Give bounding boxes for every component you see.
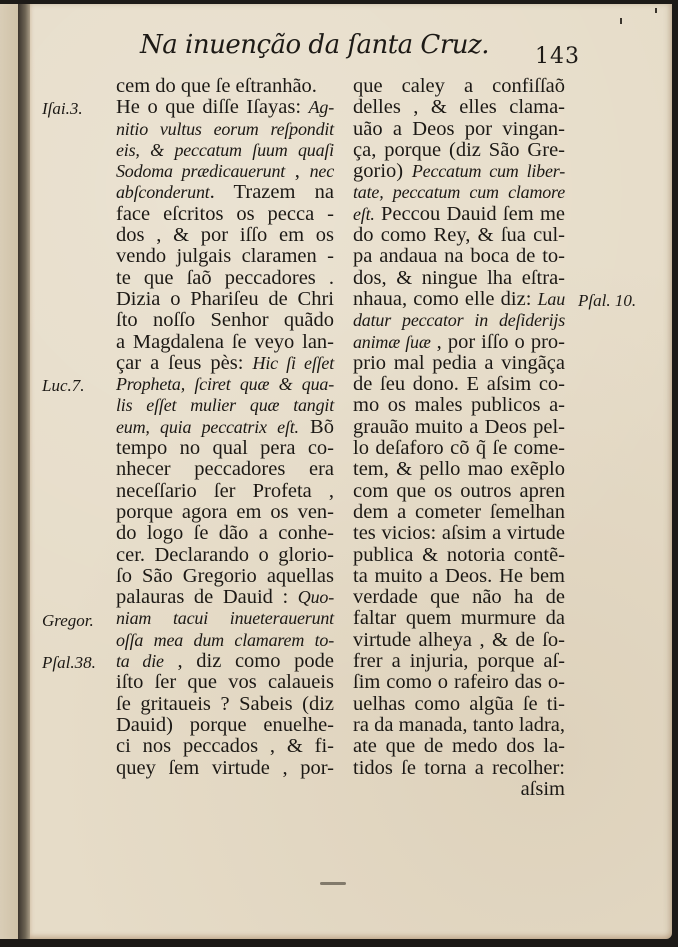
text-segment: neceſſario ſer Profeta ,: [116, 479, 334, 502]
text-segment: cem do que ſe eſtranhão.: [116, 75, 317, 97]
text-segment: que caley a confiſſaõ: [353, 75, 565, 97]
page-number: 143: [535, 44, 580, 69]
running-title: Na inuenção da ſanta Cruz.: [140, 30, 489, 60]
latin-quotation: ta die: [116, 651, 164, 672]
text-segment: iſto ſer que vos calaueis: [116, 671, 334, 694]
text-line: [353, 502, 565, 523]
text-line: [353, 310, 565, 331]
text-line: [116, 182, 334, 203]
text-line: [353, 268, 565, 289]
text-line: [353, 395, 565, 416]
text-segment: lo deſaforo cõ q̃ ſe come-: [353, 437, 565, 460]
latin-quotation: Peccatum cum liber-: [411, 161, 565, 182]
latin-quotation: nec: [309, 161, 334, 182]
text-segment: ta muito a Deos. He bem: [353, 564, 565, 587]
margin-citation: Pſal.38.: [42, 653, 96, 673]
text-line: [353, 587, 565, 608]
text-segment: ci nos peccados , & fi-: [116, 735, 334, 758]
latin-quotation: tate, peccatum cum clamore: [353, 182, 565, 203]
text-segment: nhecer peccadores era: [116, 458, 334, 481]
latin-quotation: Quo-: [297, 587, 334, 608]
text-segment: Dizia o Phariſeu de Chri: [116, 287, 334, 310]
text-segment: ate que de medo dos la-: [353, 735, 565, 758]
text-line: [116, 459, 334, 480]
text-segment: uão a Deos por vingan-: [353, 117, 565, 140]
text-segment: Peccou Dauid ſem me: [374, 202, 565, 225]
text-line: [353, 758, 565, 779]
text-line: [116, 523, 334, 544]
text-line: [353, 672, 565, 693]
text-segment: He o que diſſe Iſayas:: [116, 96, 309, 119]
text-line: [353, 715, 565, 736]
text-line: [116, 694, 334, 715]
text-line: [353, 161, 565, 182]
text-segment: porque agora em os ven-: [116, 500, 334, 523]
text-segment: publica & notoria contẽ-: [353, 543, 565, 566]
latin-quotation: eum, quia peccatrix eſt.: [116, 416, 299, 437]
text-line: [353, 608, 565, 629]
text-line: [353, 459, 565, 480]
margin-citation: Gregor.: [42, 610, 94, 630]
text-segment: face eſcritos os pecca -: [116, 202, 334, 225]
text-line: [116, 76, 334, 97]
margin-citation: Pſal. 10.: [578, 291, 637, 310]
text-line: [353, 566, 565, 587]
text-line: [116, 332, 334, 353]
text-line: [353, 630, 565, 651]
text-line: [353, 481, 565, 502]
text-segment: prio mal pedia a vingãça: [353, 351, 565, 374]
text-segment: , por iſſo o pro-: [430, 330, 565, 353]
text-line: [353, 651, 565, 672]
text-line: [353, 76, 565, 97]
text-line: [353, 289, 565, 310]
text-segment: delles , & elles clama-: [353, 96, 565, 119]
text-line: [353, 246, 565, 267]
catchword: aſsim: [520, 777, 565, 800]
text-line: [353, 417, 565, 438]
text-line: [353, 374, 565, 395]
text-segment: tem, & pello mao exẽplo: [353, 458, 565, 481]
text-segment: nhaua, como elle diz:: [353, 287, 538, 310]
text-segment: gorio): [353, 160, 412, 183]
text-line: [116, 225, 334, 246]
text-segment: quey ſem virtude , por-: [116, 756, 334, 779]
text-line: [116, 651, 334, 672]
latin-quotation: Hic ſi eſſet: [252, 352, 335, 373]
text-segment: te que ſaõ peccadores .: [116, 266, 334, 289]
latin-quotation: oſſa mea dum clamarem to-: [116, 629, 334, 650]
latin-quotation: Ag-: [308, 97, 334, 118]
text-line: [116, 374, 334, 395]
text-segment: tempo no qual pera co-: [116, 437, 334, 460]
text-segment: ſto noſſo Senhor quãdo: [116, 309, 334, 332]
text-line: [116, 161, 334, 182]
text-line: [116, 246, 334, 267]
text-line: [116, 140, 334, 161]
text-segment: dos , & por iſſo em os: [116, 224, 334, 247]
text-segment: . Trazem na: [209, 181, 334, 204]
text-segment: ſo São Gregorio aquellas: [116, 564, 334, 587]
text-line: [116, 417, 334, 438]
text-line: [353, 119, 565, 140]
text-line: [116, 736, 334, 757]
text-segment: do como Rey, & ſua cul-: [353, 224, 565, 247]
text-segment: pa andaua na boca de to-: [353, 245, 565, 268]
latin-quotation: animæ ſuæ: [353, 331, 431, 352]
latin-quotation: datur peccator in deſiderijs: [353, 310, 565, 331]
text-line: [116, 268, 334, 289]
text-segment: virtude alheya , & de ſo-: [353, 628, 565, 651]
text-line: [353, 736, 565, 757]
text-line: [116, 119, 334, 140]
text-segment: verdade que não ha de: [353, 586, 565, 609]
latin-quotation: eſt.: [353, 203, 375, 224]
text-line: [353, 140, 565, 161]
text-segment: çar a ſeus pès:: [116, 351, 253, 374]
text-segment: ſe gritaueis ? Sabeis (diz: [116, 692, 334, 715]
text-segment: vendo julgais claramen -: [116, 245, 334, 268]
text-segment: de ſeu dono. E aſsim co-: [353, 373, 565, 396]
text-line: [353, 353, 565, 374]
text-line: [116, 438, 334, 459]
text-line: [116, 289, 334, 310]
text-line: [116, 204, 334, 225]
text-segment: do logo ſe dão a conhe-: [116, 522, 334, 545]
text-line: [353, 204, 565, 225]
text-line: [116, 715, 334, 736]
ink-smudge: [320, 882, 346, 885]
text-segment: mo os males publicos a-: [353, 394, 565, 417]
text-segment: dem a cometer ſemelhan: [353, 500, 565, 523]
text-line: [116, 566, 334, 587]
text-line: [116, 502, 334, 523]
latin-quotation: abſconderunt: [116, 182, 210, 203]
text-segment: ça, porque (diz São Gre-: [353, 138, 565, 161]
text-segment: cer. Declarando o glorio-: [116, 543, 334, 566]
text-line: [353, 97, 565, 118]
text-segment: com que os outros apren: [353, 479, 565, 502]
latin-quotation: Propheta, ſciret quæ & qua-: [116, 374, 334, 395]
text-segment: faltar quem murmure da: [353, 607, 565, 630]
text-line: [353, 332, 565, 353]
text-column-left: [116, 76, 334, 779]
latin-quotation: eis, & peccatum ſuum quaſi: [116, 139, 334, 160]
text-segment: a Magdalena ſe veyo lan-: [116, 330, 334, 353]
book-gutter: [18, 4, 30, 939]
text-line: [116, 353, 334, 374]
text-line: [116, 587, 334, 608]
latin-quotation: nitio vultus eorum reſpondit: [116, 118, 334, 139]
text-line: [353, 438, 565, 459]
text-line: [353, 694, 565, 715]
text-line: [116, 545, 334, 566]
text-segment: dos, & ningue lha eſtra-: [353, 266, 565, 289]
text-line: [353, 523, 565, 544]
text-line: [116, 97, 334, 118]
ink-speck: [655, 8, 657, 13]
text-segment: ,: [285, 160, 310, 183]
text-line: [116, 310, 334, 331]
latin-quotation: niam tacui inueterauerunt: [116, 608, 334, 629]
text-segment: tes vicios: aſsim a virtude: [353, 522, 565, 545]
text-line: [116, 630, 334, 651]
text-line: [116, 672, 334, 693]
text-line: [116, 481, 334, 502]
text-segment: ra da manada, tanto ladra,: [353, 713, 565, 736]
latin-quotation: Lau: [537, 288, 565, 309]
previous-page-edge: [0, 4, 18, 939]
ink-speck: [620, 18, 622, 24]
text-segment: palauras de Dauid :: [116, 586, 298, 609]
text-line: [353, 545, 565, 566]
text-line: [116, 608, 334, 629]
margin-citation: Iſai.3.: [42, 99, 83, 119]
latin-quotation: lis eſſet mulier quæ tangit: [116, 395, 334, 416]
margin-citation: Luc.7.: [42, 376, 85, 396]
text-line: [116, 758, 334, 779]
text-segment: Bõ: [298, 415, 334, 438]
text-line: [353, 225, 565, 246]
text-segment: uelhas como algũa ſe ti-: [353, 692, 565, 715]
text-line: [116, 395, 334, 416]
text-segment: tidos ſe torna a recolher:: [353, 756, 565, 779]
latin-quotation: Sodoma prædicauerunt: [116, 161, 286, 182]
text-segment: ſim como o rafeiro das o-: [353, 671, 565, 694]
text-segment: grauão muito a Deos pel-: [353, 415, 565, 438]
text-column-right: [353, 76, 565, 800]
text-line: [353, 182, 565, 203]
text-segment: Dauid) porque enuelhe-: [116, 713, 334, 736]
text-segment: frer a injuria, porque aſ-: [353, 650, 565, 673]
text-segment: , diz como pode: [163, 650, 334, 673]
